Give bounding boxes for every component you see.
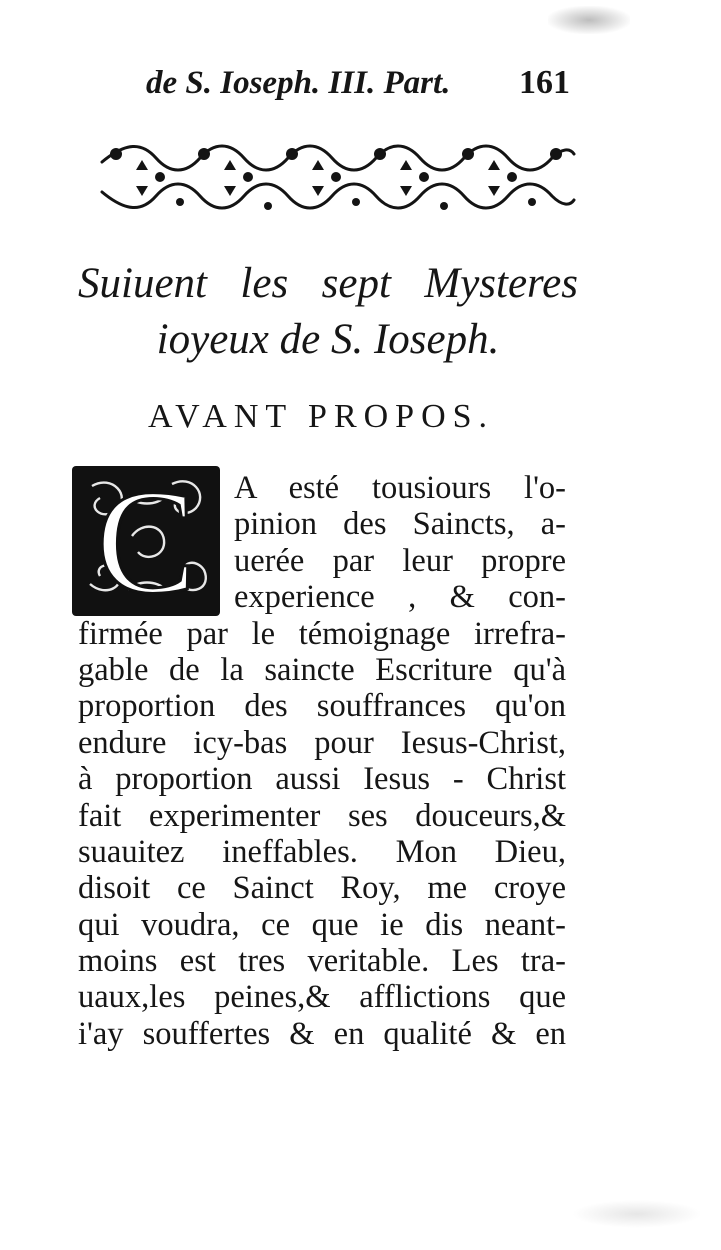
body-line: endure icy-bas pour Iesus-Christ, bbox=[78, 724, 566, 761]
body-line: disoit ce Sainct Roy, me croye bbox=[78, 870, 566, 907]
body-line: proportion des souffrances qu'on bbox=[78, 688, 566, 725]
body-line: à proportion aussi Iesus - Christ bbox=[78, 761, 566, 798]
body-line: gable de la saincte Escriture qu'à bbox=[78, 651, 566, 688]
running-head bbox=[146, 60, 576, 106]
body-line: uerée par leur propre bbox=[234, 542, 566, 579]
body-line: uaux,les peines,& afflictions que bbox=[78, 979, 566, 1016]
chapter-title-line-1: Suiuent les sept Mysteres bbox=[78, 260, 578, 307]
body-line: A esté tousiours l'o- bbox=[234, 470, 566, 506]
body-text bbox=[78, 470, 566, 1052]
page-number: 161 bbox=[519, 64, 570, 101]
body-line: moins est tres veritable. Les tra- bbox=[78, 943, 566, 980]
body-line: pinion des Saincts, a- bbox=[234, 506, 566, 543]
body-line: firmée par le témoignage irrefra- bbox=[78, 615, 566, 652]
scan-smudge bbox=[572, 1200, 702, 1228]
body-line: i'ay souffertes & en qualité & en bbox=[78, 1015, 566, 1052]
body-line: qui voudra, ce que ie dis neant- bbox=[78, 906, 566, 943]
scan-smudge bbox=[548, 6, 630, 34]
running-head-text: de S. Ioseph. III. Part. bbox=[146, 65, 451, 101]
chapter-title bbox=[78, 256, 578, 368]
body-line: fait experimenter ses douceurs,& bbox=[78, 797, 566, 834]
body-line: experience , & con- bbox=[234, 579, 566, 616]
drop-cap-letter: C bbox=[95, 466, 197, 616]
body-line: suauitez ineffables. Mon Dieu, bbox=[78, 833, 566, 870]
fleuron-band-ornament bbox=[96, 140, 576, 220]
section-heading: AVANT PROPOS. bbox=[147, 398, 495, 435]
chapter-title-line-2: ioyeux de S. Ioseph. bbox=[156, 316, 500, 363]
